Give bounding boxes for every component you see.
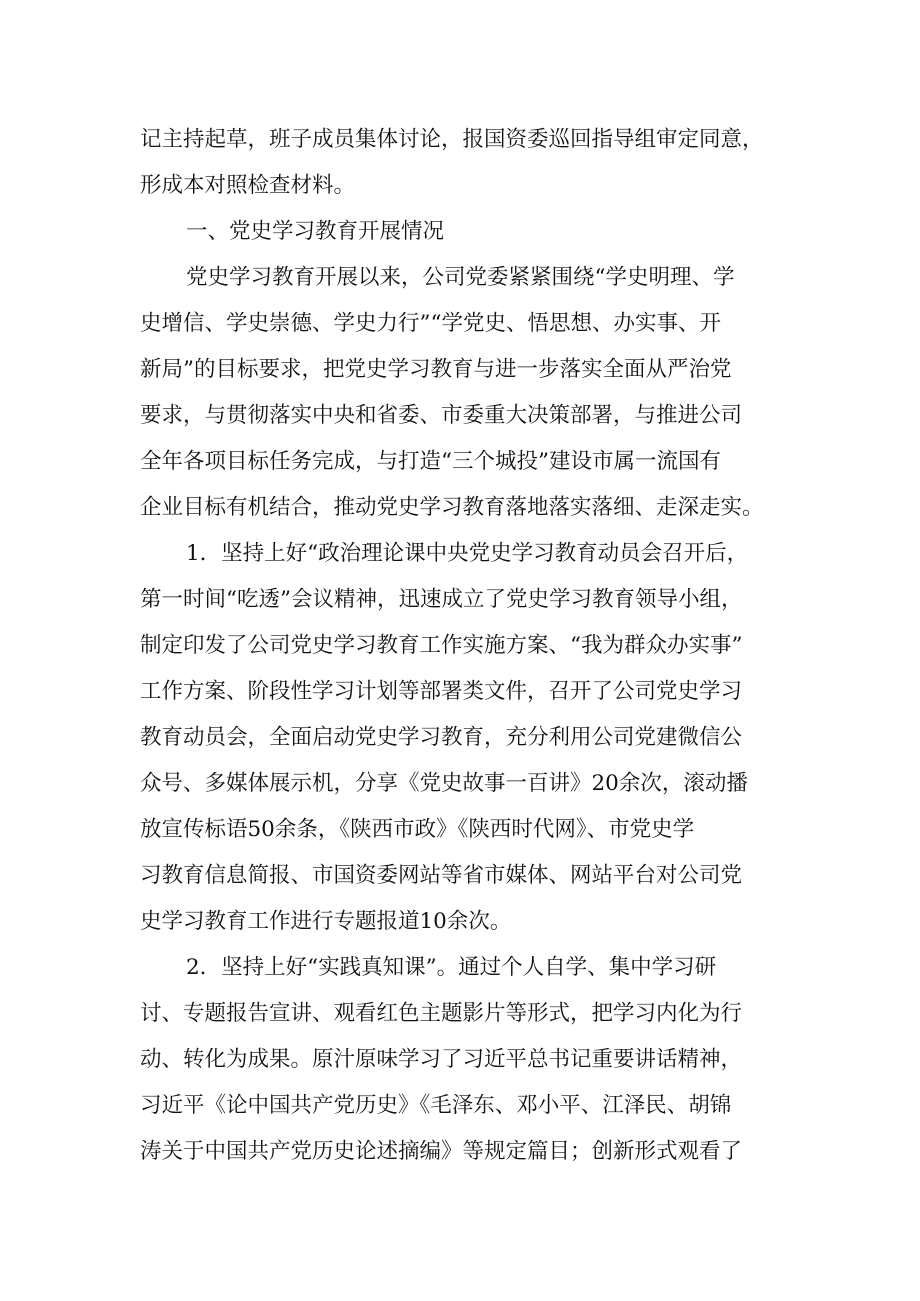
paragraph-line: 动、转化为成果。原汁原味学习了习近平总书记重要讲话精神， (140, 1047, 743, 1072)
paragraph-line: 制定印发了公司党史学习教育工作实施方案、“我为群众办实事” (140, 633, 743, 658)
paragraph-line: 工作方案、阶段性学习计划等部署类文件，召开了公司党史学习 (140, 679, 743, 704)
paragraph-line: 新局”的目标要求，把党史学习教育与进一步落实全面从严治党 (140, 357, 732, 382)
paragraph-line: 第一时间“吃透”会议精神，迅速成立了党史学习教育领导小组， (140, 587, 743, 612)
paragraph-line: 教育动员会，全面启动党史学习教育，充分利用公司党建微信公 (140, 725, 743, 750)
paragraph-line: 要求，与贯彻落实中央和省委、市委重大决策部署，与推进公司 (140, 403, 743, 428)
paragraph-line: 1．坚持上好“政治理论课中央党史学习教育动员会召开后， (186, 541, 749, 566)
paragraph-line: 涛关于中国共产党历史论述摘编》等规定篇目；创新形式观看了 (140, 1139, 743, 1164)
paragraph-line: 史学习教育工作进行专题报道10余次。 (140, 909, 512, 934)
intro-line: 形成本对照检查材料。 (140, 173, 356, 198)
paragraph-line: 党史学习教育开展以来，公司党委紧紧围绕“学史明理、学 (186, 265, 735, 290)
paragraph-line: 企业目标有机结合，推动党史学习教育落地落实落细、走深走实。 (140, 495, 764, 520)
paragraph-line: 习近平《论中国共产党历史》《毛泽东、邓小平、江泽民、胡锦 (140, 1093, 732, 1118)
paragraph-line: 习教育信息简报、市国资委网站等省市媒体、网站平台对公司党 (140, 863, 743, 888)
paragraph-line: 讨、专题报告宣讲、观看红色主题影片等形式，把学习内化为行 (140, 1001, 743, 1026)
paragraph-line: 2．坚持上好“实践真知课”。通过个人自学、集中学习研 (186, 955, 717, 980)
paragraph-line: 全年各项目标任务完成，与打造“三个城投”建设市属一流国有 (140, 449, 721, 474)
section-heading: 一、党史学习教育开展情况 (186, 219, 445, 244)
paragraph-line: 史增信、学史崇德、学史力行”“学党史、悟思想、办实事、开 (140, 311, 721, 336)
intro-line: 记主持起草，班子成员集体讨论，报国资委巡回指导组审定同意， (140, 127, 764, 152)
paragraph-line: 放宣传标语50余条，《陕西市政》《陕西时代网》、市党史学 (140, 817, 695, 842)
paragraph-line: 众号、多媒体展示机，分享《党史故事一百讲》20余次，滚动播 (140, 771, 748, 796)
